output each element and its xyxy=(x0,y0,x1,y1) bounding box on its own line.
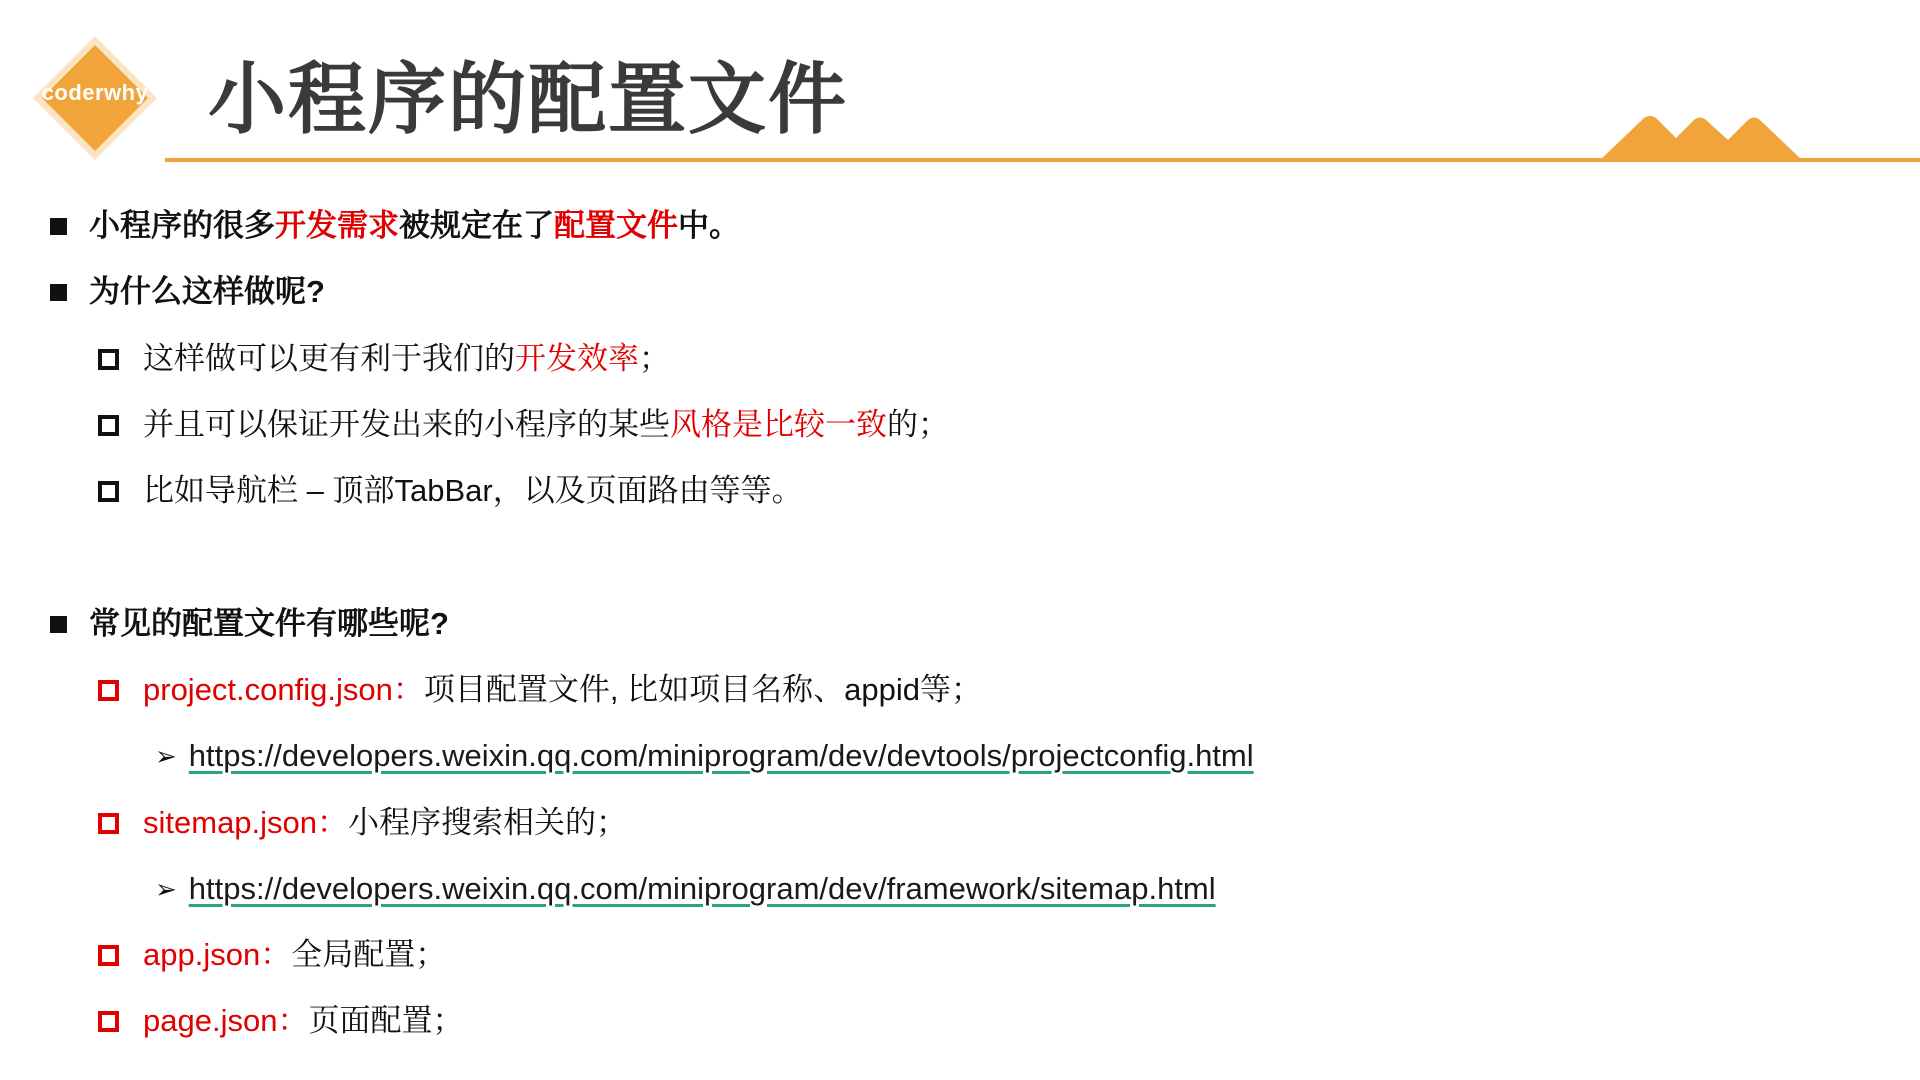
open-square-bullet-icon xyxy=(98,945,119,966)
bullet-config-requirements: 小程序的很多 开发需求 被规定在了 配置文件 中。 xyxy=(50,204,740,248)
square-bullet-icon xyxy=(50,616,67,633)
bullet-why: 为什么这样做呢? xyxy=(50,270,325,314)
open-square-bullet-icon xyxy=(98,415,119,436)
title-underline xyxy=(165,158,1920,162)
page-title: 小程序的配置文件 xyxy=(208,55,849,143)
file-item-app-json: app.json： 全局配置； xyxy=(98,933,446,977)
sitemap-doc-link[interactable]: https://developers.weixin.qq.com/miniprogram/dev/framework/sitemap.html xyxy=(188,871,1216,906)
open-square-bullet-icon xyxy=(98,813,119,834)
file-item-sitemap: sitemap.json： 小程序搜索相关的； xyxy=(98,801,627,845)
link-item-sitemap xyxy=(155,867,1216,911)
file-item-project-config: project.config.json： 项目配置文件, 比如项目名称、appid等； xyxy=(98,668,982,712)
link-item-project-config xyxy=(155,734,1254,778)
open-square-bullet-icon xyxy=(98,481,119,502)
bullet-common-files: 常见的配置文件有哪些呢? xyxy=(50,602,449,646)
sub-bullet-consistency: 并且可以保证开发出来的小程序的某些 风格是比较一致 的； xyxy=(98,403,949,447)
square-bullet-icon xyxy=(50,218,67,235)
sub-bullet-example: 比如导航栏 – 顶部TabBar，以及页面路由等等。 xyxy=(98,469,803,513)
logo-text: coderwhy xyxy=(41,80,149,105)
projectconfig-doc-link[interactable]: https://developers.weixin.qq.com/miniprogram/dev/devtools/projectconfig.html xyxy=(188,738,1254,773)
arrow-bullet-icon: ➢ xyxy=(155,874,177,904)
arrow-bullet-icon: ➢ xyxy=(155,741,177,771)
mountain-decoration xyxy=(1598,116,1838,162)
sub-bullet-efficiency: 这样做可以更有利于我们的 开发效率 ； xyxy=(98,337,670,381)
square-bullet-icon xyxy=(50,284,67,301)
file-item-page-json: page.json： 页面配置； xyxy=(98,999,463,1043)
open-square-bullet-icon xyxy=(98,1011,119,1032)
open-square-bullet-icon xyxy=(98,680,119,701)
open-square-bullet-icon xyxy=(98,349,119,370)
